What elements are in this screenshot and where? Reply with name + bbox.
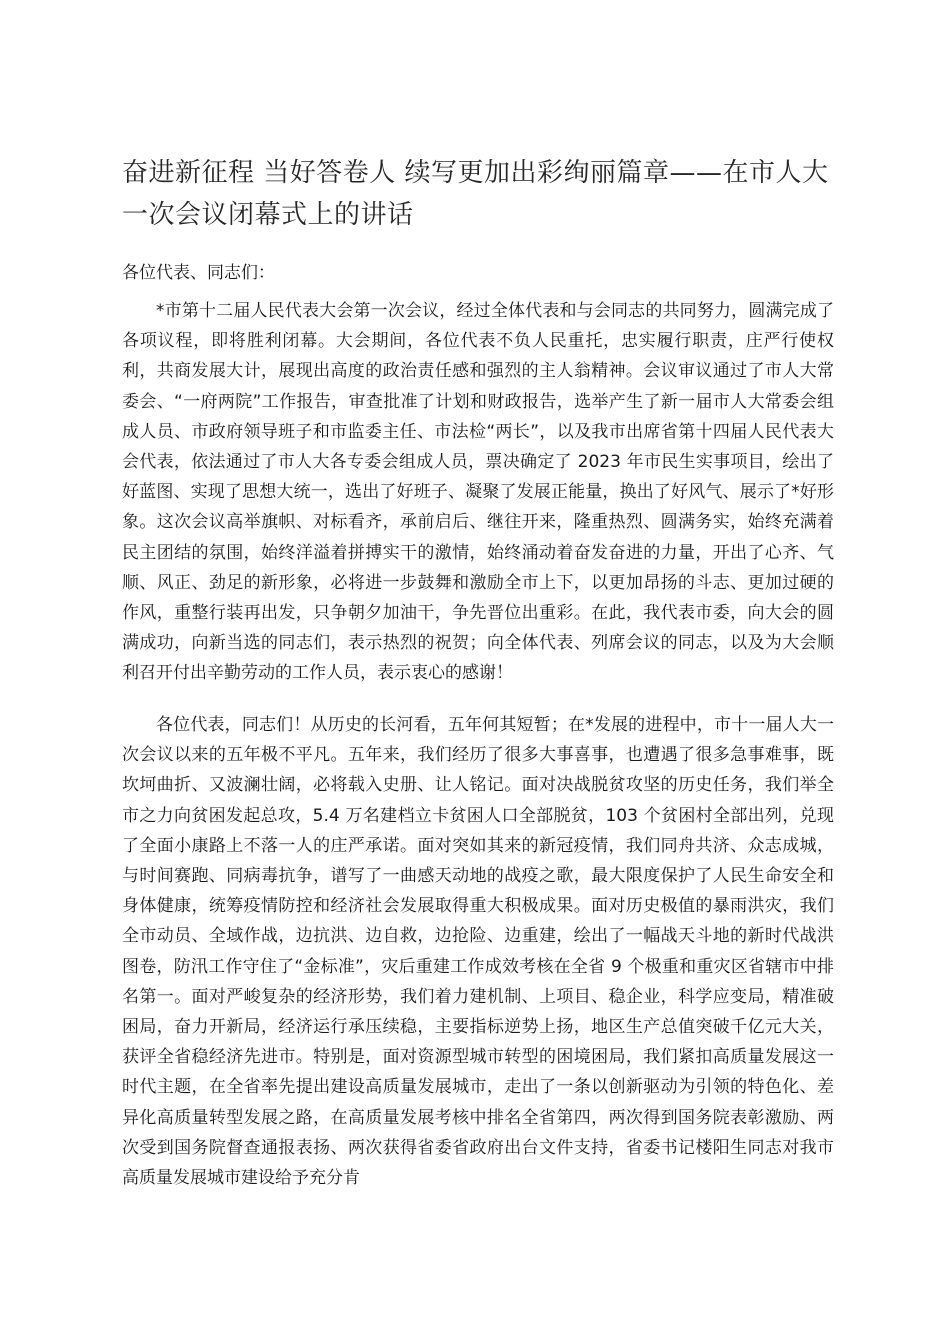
- body-paragraph-2: 各位代表，同志们！从历史的长河看，五年何其短暂；在*发展的进程中，市十一届人大一次会议以来的五年极不平凡。五年来，我们经历了很多大事喜事，也遭遇了很多急事难事，既坎坷曲折、又波澜壮阔，必将载入史册、让人铭记。面对决战脱贫攻坚的历史任务，我们举全市之力向贫困发起总攻，5.4 万名建档立卡贫困人口全部脱贫，103 个贫困村全部出列，兑现了全面小康路上不落一人的庄严承诺。面对突如其来的新冠疫情，我们同舟共济、众志成城，与时间赛跑、同病毒抗争，谱写了一曲感天动地的战疫之歌，最大限度保护了人民生命安全和身体健康，统筹疫情防控和经济社会发展取得重大积极成果。面对历史极值的暴雨洪灾，我们全市动员、全域作战，边抗洪、边自救，边抢险、边重建，绘出了一幅战天斗地的新时代战洪图卷，防汛工作守住了“金标准”，灾后重建工作成效考核在全省 9 个极重和重灾区省辖市中排名第一。面对严峻复杂的经济形势，我们着力建机制、上项目、稳企业，科学应变局，精准破困局，奋力开新局，经济运行承压续稳，主要指标逆势上扬，地区生产总值突破千亿元大关，获评全省稳经济先进市。特别是，面对资源型城市转型的困境困局，我们紧扣高质量发展这一时代主题，在全省率先提出建设高质量发展城市，走出了一条以创新驱动为引领的特色化、差异化高质量转型发展之路，在高质量发展考核中排名全省第四，两次得到国务院表彰激励、两次受到国务院督查通报表扬、两次获得省委省政府出台文件支持，省委书记楼阳生同志对我市高质量发展城市建设给予充分肯: [122, 715, 834, 1189]
- salutation: 各位代表、同志们：: [122, 263, 275, 283]
- body-paragraph-1: *市第十二届人民代表大会第一次会议，经过全体代表和与会同志的共同努力，圆满完成了各项议程，即将胜利闭幕。大会期间，各位代表不负人民重托，忠实履行职责，庄严行使权利，共商发展大计，展现出高度的政治责任感和强烈的主人翁精神。会议审议通过了市人大常委会、“一府两院”工作报告，审查批准了计划和财政报告，选举产生了新一届市人大常委会组成人员、市政府领导班子和市监委主任、市法检“两长”，以及我市出席省第十四届人民代表大会代表，依法通过了市人大各专委会组成人员，票决确定了 2023 年市民生实事项目，绘出了好蓝图、实现了思想大统一，选出了好班子、凝聚了发展正能量，换出了好风气、展示了*好形象。这次会议高举旗帜、对标看齐，承前启后、继往开来，隆重热烈、圆满务实，始终充满着民主团结的氛围，始终洋溢着拼搏实干的激情，始终涌动着奋发奋进的力量，开出了心齐、气顺、风正、劲足的新形象，必将进一步鼓舞和激励全市上下，以更加昂扬的斗志、更加过硬的作风，重整行装再出发，只争朝夕加油干，争先晋位出重彩。在此，我代表市委，向大会的圆满成功，向新当选的同志们，表示热烈的祝贺；向全体代表、列席会议的同志，以及为大会顺利召开付出辛勤劳动的工作人员，表示衷心的感谢！: [122, 301, 834, 684]
- document-title: 奋进新征程 当好答卷人 续写更加出彩绚丽篇章——在市人大一次会议闭幕式上的讲话: [122, 158, 829, 230]
